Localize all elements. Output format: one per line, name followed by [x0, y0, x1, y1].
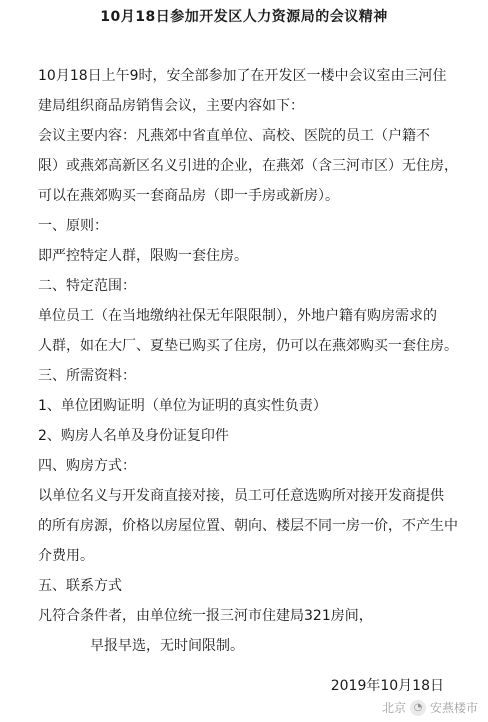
- section-content-2-line-2: 人群，如在大厂、夏垫已购买了住房，仍可以在燕郊购买一套住房。: [38, 338, 458, 354]
- paragraph-line-3: 会议主要内容：凡燕郊中省直单位、高校、医院的员工（户籍不: [38, 128, 430, 144]
- section-item-3-2: 2、购房人名单及身份证复印件: [38, 428, 229, 444]
- section-content-5-line-1: 凡符合条件者，由单位统一报三河市住建局321房间，: [38, 608, 373, 624]
- document-date: 2019年10月18日: [330, 678, 444, 694]
- wechat-icon: ◔: [410, 700, 426, 716]
- section-heading-2: 二、特定范围：: [38, 278, 136, 294]
- section-item-3-1: 1、单位团购证明（单位为证明的真实性负责）: [38, 398, 327, 414]
- section-content-4-line-2: 的所有房源，价格以房屋位置、朝向、楼层不同一房一价，不产生中: [38, 518, 458, 534]
- section-heading-1: 一、原则：: [38, 218, 108, 234]
- watermark-text: 安燕楼市: [429, 701, 478, 715]
- section-content-4-line-3: 介费用。: [38, 548, 94, 564]
- section-content-1: 即严控特定人群，限购一套住房。: [38, 248, 248, 264]
- section-content-2-line-1: 单位员工（在当地缴纳社保无年限限制），外地户籍有购房需求的: [38, 308, 437, 324]
- paragraph-line-2: 建局组织商品房销售会议，主要内容如下：: [38, 98, 304, 114]
- document-title: 10月18日参加开发区人力资源局的会议精神: [100, 9, 388, 25]
- paragraph-line-1: 10月18日上午9时，安全部参加了在开发区一楼中会议室由三河住: [38, 68, 447, 84]
- section-heading-4: 四、购房方式：: [38, 458, 136, 474]
- paragraph-line-5: 可以在燕郊购买一套商品房（即一手房或新房）。: [38, 188, 339, 204]
- section-heading-3: 三、所需资料：: [38, 368, 136, 384]
- watermark-left-text: 北京: [381, 701, 406, 715]
- section-content-5-line-2: 早报早选，无时间限制。: [90, 638, 244, 654]
- section-content-4-line-1: 以单位名义与开发商直接对接，员工可任意选购所对接开发商提供: [38, 488, 444, 504]
- section-heading-5: 五、联系方式: [38, 578, 122, 594]
- watermark: [382, 699, 478, 716]
- paragraph-line-4: 限）或燕郊高新区名义引进的企业，在燕郊（含三河市区）无住房，: [38, 158, 458, 174]
